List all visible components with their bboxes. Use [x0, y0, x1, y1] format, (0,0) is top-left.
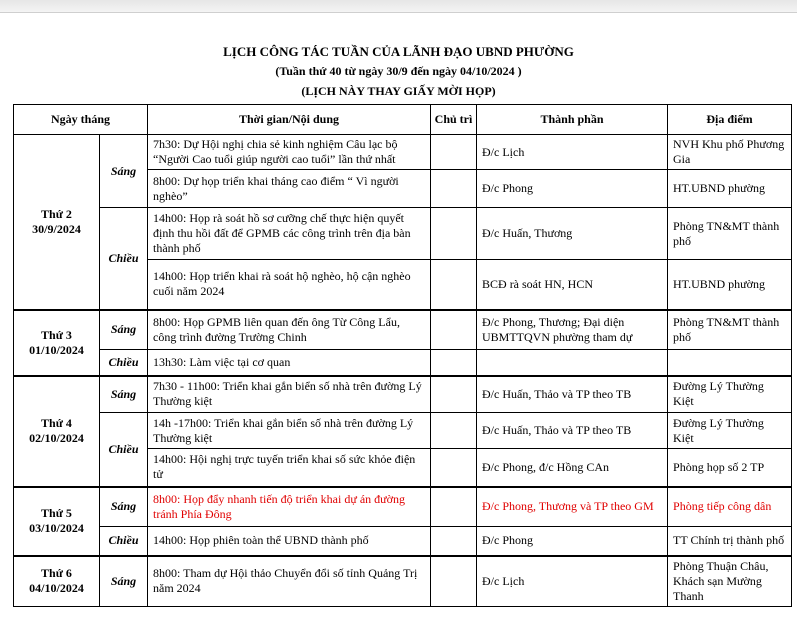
row-chair: [431, 413, 477, 449]
row-location: Phòng TN&MT thành phố: [668, 310, 792, 350]
session-afternoon: Chiều: [100, 208, 148, 310]
day-name: Thứ 6: [41, 566, 72, 580]
row-location: Phòng TN&MT thành phố: [668, 208, 792, 260]
day-date: 01/10/2024: [29, 342, 84, 357]
row-chair: [431, 260, 477, 310]
table-row: [14, 310, 792, 350]
row-chair: [431, 487, 477, 527]
table-row: [14, 487, 792, 527]
row-chair: [431, 208, 477, 260]
day-cell-thursday: [14, 487, 100, 556]
row-chair: [431, 376, 477, 413]
table-header-row: [14, 105, 792, 135]
day-cell-monday: [14, 135, 100, 310]
row-members: Đ/c Phong, đ/c Hồng CAn: [477, 449, 668, 487]
row-content: 14h00: Họp triển khai rà soát hộ nghèo, hộ cận nghèo cuối năm 2024: [148, 260, 431, 310]
row-members: Đ/c Lịch: [477, 135, 668, 170]
row-chair: [431, 135, 477, 170]
header-location: Địa điểm: [668, 105, 792, 135]
row-content: 14h00: Hội nghị trực tuyến triển khai số sức khỏe điện tử: [148, 449, 431, 487]
row-content: 8h00: Tham dự Hội thảo Chuyển đổi số tỉnh Quảng Trị năm 2024: [148, 556, 431, 607]
day-name: Thứ 5: [41, 506, 72, 520]
row-chair: [431, 350, 477, 376]
day-date: 30/9/2024: [32, 221, 81, 236]
row-location: Đường Lý Thường Kiệt: [668, 413, 792, 449]
table-row: [14, 376, 792, 413]
row-chair: [431, 310, 477, 350]
table-row: [14, 413, 792, 449]
day-date: 03/10/2024: [29, 521, 84, 535]
table-row: [14, 350, 792, 376]
row-content: 8h00: Họp GPMB liên quan đến ông Từ Công Lẩu, công trình đường Trường Chinh: [148, 310, 431, 350]
row-chair: [431, 527, 477, 556]
day-cell-friday: [14, 556, 100, 607]
row-members: Đ/c Phong: [477, 527, 668, 556]
row-members: Đ/c Lịch: [477, 556, 668, 607]
row-content: 14h00: Họp phiên toàn thể UBND thành phố: [148, 527, 431, 556]
row-content: 14h -17h00: Triển khai gắn biển số nhà trên đường Lý Thường kiệt: [148, 413, 431, 449]
session-morning: Sáng: [100, 376, 148, 413]
day-date: 04/10/2024: [29, 581, 84, 595]
row-content: 14h00: Họp rà soát hồ sơ cưỡng chế thực hiện quyết định thu hồi đất để GPMB các công trình trên địa bàn thành phố: [148, 208, 431, 260]
row-members: BCĐ rà soát HN, HCN: [477, 260, 668, 310]
table-row: [14, 208, 792, 260]
document-subtitle: (Tuần thứ 40 từ ngày 30/9 đến ngày 04/10/2024 ): [275, 64, 522, 78]
row-location: TT Chính trị thành phố: [668, 527, 792, 556]
day-date: 02/10/2024: [29, 431, 84, 445]
row-members: Đ/c Phong: [477, 170, 668, 208]
viewer-top-bar: [0, 0, 797, 13]
row-location: Phòng họp số 2 TP: [668, 449, 792, 487]
session-morning: Sáng: [100, 487, 148, 527]
header-chair: Chủ trì: [431, 105, 477, 135]
row-chair: [431, 449, 477, 487]
table-row: [14, 527, 792, 556]
row-location: NVH Khu phố Phương Gia: [668, 135, 792, 170]
session-afternoon: Chiều: [100, 350, 148, 376]
session-morning: Sáng: [100, 310, 148, 350]
day-name: Thứ 3: [41, 327, 72, 342]
header-members: Thành phần: [477, 105, 668, 135]
document-title: LỊCH CÔNG TÁC TUẦN CỦA LÃNH ĐẠO UBND PHƯỜNG: [223, 44, 574, 59]
row-location: Đường Lý Thường Kiệt: [668, 376, 792, 413]
day-cell-tuesday: [14, 310, 100, 376]
row-location: HT.UBND phường: [668, 170, 792, 208]
row-members: Đ/c Huấn, Thảo và TP theo TB: [477, 413, 668, 449]
row-content: 7h30: Dự Hội nghị chia sẻ kinh nghiệm Câu lạc bộ “Người Cao tuổi giúp người cao tuổi” lần thứ nhất: [148, 135, 431, 170]
row-chair: [431, 170, 477, 208]
table-row: [14, 556, 792, 607]
row-content: 13h30: Làm việc tại cơ quan: [148, 350, 431, 376]
header-content: Thời gian/Nội dung: [148, 105, 431, 135]
session-afternoon: Chiều: [100, 413, 148, 487]
session-afternoon: Chiều: [100, 527, 148, 556]
row-content: 8h00: Dự họp triển khai tháng cao điểm “ Vì người nghèo”: [148, 170, 431, 208]
schedule-table: [13, 104, 792, 607]
row-members: Đ/c Huấn, Thảo và TP theo TB: [477, 376, 668, 413]
row-members: Đ/c Phong, Thương và TP theo GM: [477, 487, 668, 527]
row-content: 7h30 - 11h00: Triển khai gắn biển số nhà trên đường Lý Thường kiệt: [148, 376, 431, 413]
session-morning: Sáng: [100, 556, 148, 607]
day-cell-wednesday: [14, 376, 100, 487]
row-content: 8h00: Họp đẩy nhanh tiến độ triển khai dự án đường tránh Phía Đông: [148, 487, 431, 527]
row-location: Phòng tiếp công dân: [668, 487, 792, 527]
session-morning: Sáng: [100, 135, 148, 208]
row-location: Phòng Thuận Châu, Khách sạn Mường Thanh: [668, 556, 792, 607]
row-members: Đ/c Phong, Thương; Đại diện UBMTTQVN phường tham dự: [477, 310, 668, 350]
row-members: [477, 350, 668, 376]
row-location: [668, 350, 792, 376]
document-note: (LỊCH NÀY THAY GIẤY MỜI HỌP): [301, 84, 496, 98]
day-name: Thứ 4: [41, 416, 72, 430]
day-name: Thứ 2: [41, 206, 72, 221]
row-members: Đ/c Huấn, Thương: [477, 208, 668, 260]
table-row: [14, 135, 792, 170]
row-chair: [431, 556, 477, 607]
row-location: HT.UBND phường: [668, 260, 792, 310]
header-day: Ngày tháng: [14, 105, 148, 135]
